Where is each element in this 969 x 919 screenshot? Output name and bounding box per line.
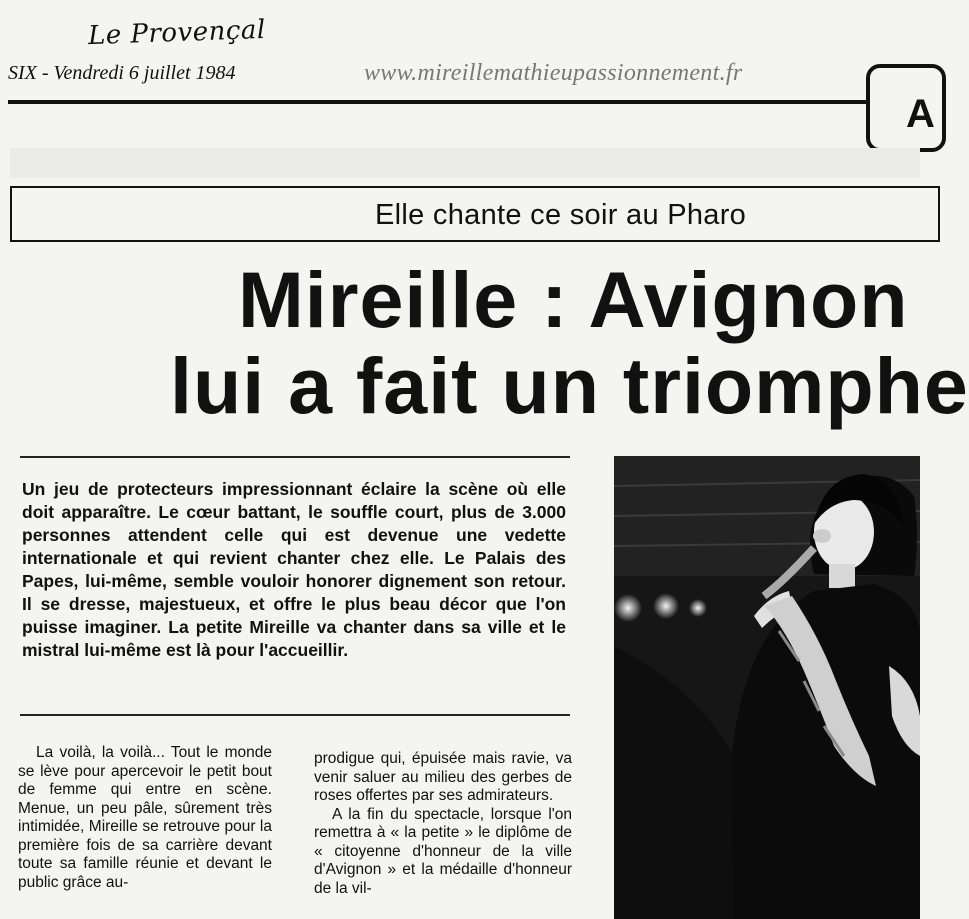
section-corner-letter: A	[906, 92, 935, 136]
body-column-2-paragraph-2: A la fin du spectacle, lorsque l'on remettra à « la petite » le diplôme de « citoyenne d'honneur de la ville d'Avignon » et la médaille d'honneur de la vil-	[314, 805, 572, 897]
watermark-url: www.mireillemathieupassionnement.fr	[364, 60, 743, 86]
headline-line-1: Mireille : Avignon	[238, 255, 909, 344]
body-column-1: La voilà, la voilà... Tout le monde se lève pour apercevoir le petit bout de femme qui entre en scène. Menue, un peu pâle, sûrement très intimidée, Mireille se retrouve pour la première fois de sa carrière devant toute sa famille réunie et devant le public grâce au-	[18, 744, 272, 891]
dateline: SIX - Vendredi 6 juillet 1984	[8, 62, 236, 84]
top-rule	[8, 100, 868, 104]
singer-photo-icon	[614, 456, 920, 919]
article-lede: Un jeu de protecteurs impressionnant éclaire la scène où elle doit apparaître. Le cœur battant, le souffle court, plus de 3.000 personnes attendent celle qui est devenue une vedette internationale et qui revient chanter chez elle. Le Palais des Papes, lui-même, semble vouloir honorer dignement son retour. Il se dresse, majestueux, et offre le plus beau décor que l'on puisse imaginer. La petite Mireille va chanter dans sa ville et le mistral lui-même est là pour l'accueillir.	[22, 479, 566, 660]
lede-top-rule	[20, 456, 570, 458]
article-kicker: Elle chante ce soir au Pharo	[375, 199, 747, 231]
lede-bottom-rule	[20, 714, 570, 716]
body-column-2	[314, 750, 572, 919]
headline-line-2: lui a fait un triomphe	[170, 341, 969, 430]
faint-background-band	[10, 148, 920, 178]
body-column-2-paragraph-1: prodigue qui, épuisée mais ravie, va venir saluer au milieu des gerbes de roses offertes par ses admirateurs.	[314, 750, 572, 804]
newspaper-name-handwritten: Le Provençal	[87, 14, 267, 52]
